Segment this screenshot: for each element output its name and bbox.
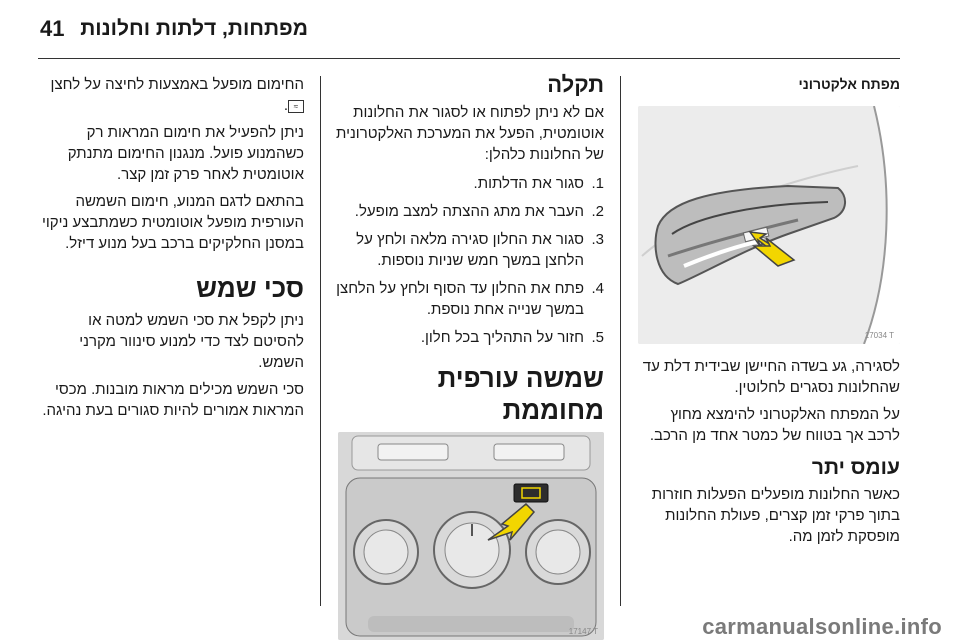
column-electronic-key [636, 76, 900, 553]
page-number: 41 [40, 16, 65, 41]
paragraph: ניתן לקפל את סכי השמש למטה או להסיטם לצד כדי למנוע סינוור מקרני השמש. [79, 312, 304, 371]
paragraph: על המפתח האלקטרוני להימצא מחוץ לרכב אך בטווח של כמטר אחד מן הרכב. [649, 406, 900, 444]
steps-list [336, 173, 604, 348]
column-heating-sunvisors [40, 74, 304, 427]
column-malfunction [336, 72, 604, 640]
paragraph: לסגירה, גע בשדה החיישן שבידית דלת עד שהחלונות נסגרים לחלוטין. [642, 358, 900, 396]
overload-heading: עומס יתר [811, 456, 900, 479]
electronic-key-heading: מפתח אלקטרוני [798, 76, 900, 92]
list-item: 2. העבר את מתג ההצתה למצב מופעל. [354, 203, 604, 220]
climate-panel-figure [338, 432, 604, 640]
header-rule [38, 58, 900, 59]
list-item: 1. סגור את הדלתות. [473, 175, 604, 192]
list-item: 5. חזור על התהליך בכל חלון. [420, 329, 604, 346]
rear-window-heater-icon: ≈ [288, 100, 304, 113]
climate-panel-illustration [338, 432, 604, 640]
paragraph: החימום מופעל באמצעות לחיצה על לחצן ≈. [50, 76, 304, 114]
column-divider-right [620, 76, 621, 606]
list-item: 4. פתח את החלון עד הסוף ולחץ על הלחצן במשך שנייה אחת נוספת. [336, 280, 604, 318]
door-handle-figure [638, 106, 900, 344]
paragraph: בהתאם לדגם המנוע, חימום השמשה העורפית מופעל אוטומטית כשמתבצע ניקוי במסנן החלקיקים ברכב בעל מנוע דיזל. [41, 193, 304, 252]
heated-rear-window-heading: שמשה עורפית מחוממת [437, 363, 604, 425]
paragraph: סכי השמש מכילים מראות מובנות. מכסי המראות אמורים להיות סגורים בעת נהיגה. [42, 381, 304, 419]
list-item: 3. סגור את החלון סגירה מלאה ולחץ על הלחצן במשך חמש שניות נוספות. [356, 231, 604, 269]
watermark: carmanualsonline.info [702, 614, 942, 639]
paragraph: ניתן להפעיל את חימום המראות רק כשהמנוע פועל. מנגנון החימום מתנתק אוטומטית לאחר פרק זמן קצר. [67, 124, 304, 183]
figure-code: 17147 T [568, 627, 598, 636]
page-title: מפתחות, דלתות וחלונות [80, 17, 308, 40]
door-handle-illustration [638, 106, 900, 344]
sun-visors-heading: סכי שמש [196, 273, 304, 303]
malfunction-heading: תקלה [547, 72, 604, 97]
column-divider-left [320, 76, 321, 606]
paragraph: אם לא ניתן לפתוח או לסגור את החלונות אוטומטית, הפעל את המערכת האלקטרונית של החלונות כלהלן: [336, 104, 604, 163]
paragraph: כאשר החלונות מופעלים הפעלות חוזרות בתוך פרקי זמן קצרים, פעולת החלונות מופסקת לזמן מה. [651, 486, 900, 545]
figure-code: 17034 T [864, 331, 894, 340]
